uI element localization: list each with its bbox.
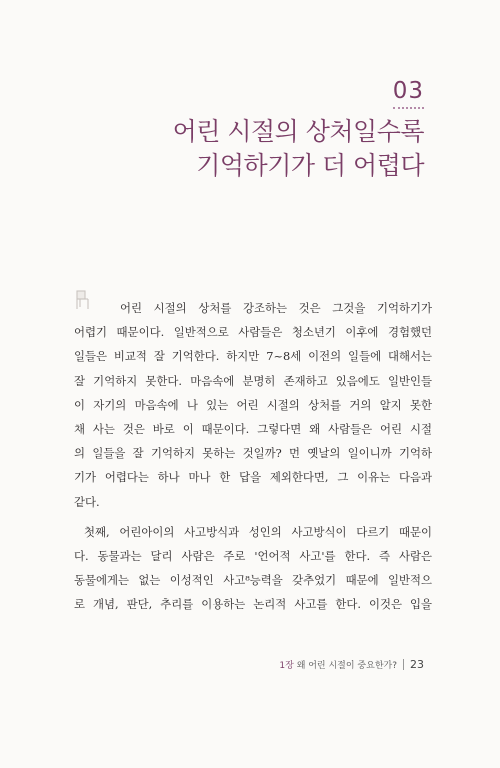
body-line: 이 자기의 마음속에 나 있는 어린 시절의 상처를 거의 알지 못한 — [74, 397, 432, 412]
page-number: 23 — [410, 658, 424, 671]
footer-divider — [403, 659, 404, 670]
body-line: 어린 시절의 상처를 강조하는 것은 그것을 기억하기가 — [120, 301, 432, 315]
body-line: 의 일들을 잘 기억하지 못하는 것일까? 먼 옛날의 일이니까 기억하 — [74, 446, 432, 461]
body-line: 로 개념, 판단, 추리를 이용하는 논리적 사고를 한다. 이것은 입을 — [74, 597, 432, 612]
body-line: 채 사는 것은 바로 이 때문이다. 그렇다면 왜 사람들은 어린 시절 — [74, 421, 432, 436]
body-line: 일들은 비교적 잘 기억한다. 하지만 7~8세 이전의 일들에 대해서는 — [74, 349, 432, 364]
footer-section-title: 왜 어린 시절이 중요한가? — [296, 661, 397, 671]
body-line: 같다. — [74, 494, 100, 509]
body-line: 기가 어렵다는 하나 마나 한 답을 제외한다면, 그 이유는 다음과 — [74, 470, 432, 485]
footer-chapter-label: 1장 — [279, 661, 294, 671]
body-line: 잘 기억하지 못한다. 마음속에 분명히 존재하고 있음에도 일반인들 — [74, 373, 432, 388]
chapter-header — [173, 80, 424, 183]
chapter-title-line-1: 어린 시절의 상처일수록 — [172, 117, 424, 146]
body-line: 다. 동물과는 달리 사람은 주로 '언어적 사고'를 한다. 즉 사람은 — [74, 548, 432, 563]
chapter-number: 03 — [393, 80, 424, 109]
chapter-title — [173, 115, 424, 183]
page-footer — [279, 658, 424, 671]
chapter-title-line-2: 기억하기가 더 어렵다 — [196, 151, 424, 180]
body-line: 첫째, 어린아이의 사고방식과 성인의 사고방식이 다르기 때문이 — [84, 524, 432, 539]
body-line: 동물에게는 없는 이성적인 사고⁸능력을 갖추었기 때문에 일반적으 — [74, 573, 432, 588]
body-text — [74, 296, 432, 616]
body-line: 어렵기 때문이다. 일반적으로 사람들은 청소년기 이후에 경험했던 — [74, 325, 432, 340]
